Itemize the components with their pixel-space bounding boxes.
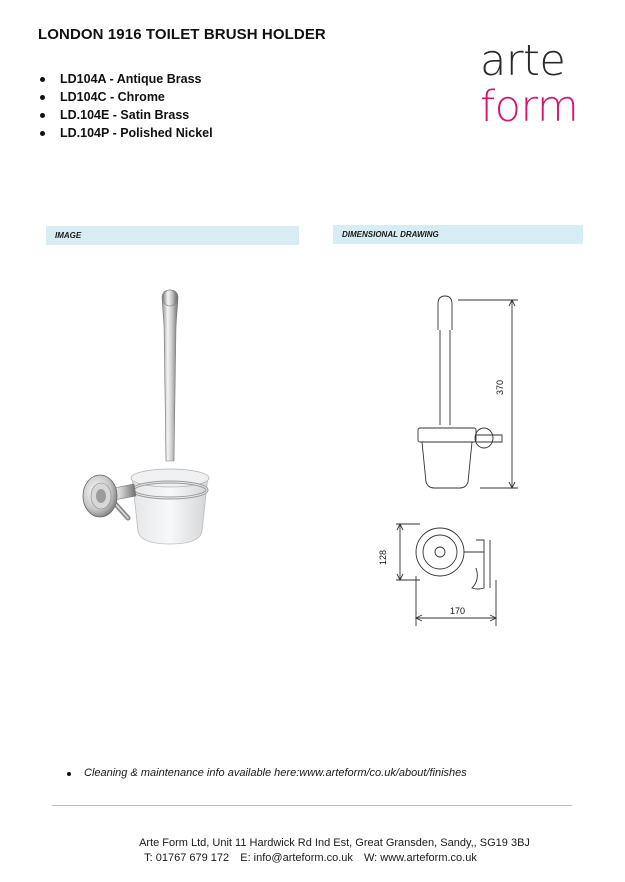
footer-address: Arte Form Ltd, Unit 11 Hardwick Rd Ind Est, Great Gransden, Sandy,, SG19 3BJ xyxy=(139,837,530,849)
maintenance-note-text[interactable]: Cleaning & maintenance info available here:www.arteform/co.uk/about/finishes xyxy=(84,767,467,779)
footer-divider xyxy=(52,805,572,806)
brand-logo xyxy=(480,38,578,130)
maintenance-note xyxy=(66,767,467,779)
variant-label: LD104A - Antique Brass xyxy=(60,72,202,86)
dimensional-drawing xyxy=(380,290,530,630)
bullet-icon xyxy=(40,131,45,136)
logo-line-arte: arte xyxy=(480,36,566,86)
variant-item xyxy=(38,88,213,106)
footer-contact xyxy=(0,852,623,864)
bullet-icon xyxy=(40,113,45,118)
width-dimension-label: 170 xyxy=(450,606,466,616)
variant-label: LD104C - Chrome xyxy=(60,90,165,104)
logo-line-form: form xyxy=(480,82,579,132)
variant-item xyxy=(38,106,213,124)
image-section-header: IMAGE xyxy=(46,226,299,245)
depth-dimension-label: 128 xyxy=(378,549,388,565)
variant-list xyxy=(38,70,213,142)
height-dimension-label: 370 xyxy=(495,379,505,395)
product-title: LONDON 1916 TOILET BRUSH HOLDER xyxy=(38,26,326,43)
variant-label: LD.104P - Polished Nickel xyxy=(60,126,213,140)
product-photo xyxy=(70,286,230,556)
variant-item xyxy=(38,70,213,88)
footer-email[interactable]: E: info@arteform.co.uk xyxy=(240,852,353,864)
drawing-section-header: DIMENSIONAL DRAWING xyxy=(333,225,583,244)
bullet-icon xyxy=(40,77,45,82)
bullet-icon xyxy=(40,95,45,100)
footer-web[interactable]: W: www.arteform.co.uk xyxy=(363,852,477,864)
bullet-icon xyxy=(67,772,71,776)
variant-label: LD.104E - Satin Brass xyxy=(60,108,190,122)
variant-item xyxy=(38,124,213,142)
footer-phone: T: 01767 679 172 xyxy=(144,852,230,864)
